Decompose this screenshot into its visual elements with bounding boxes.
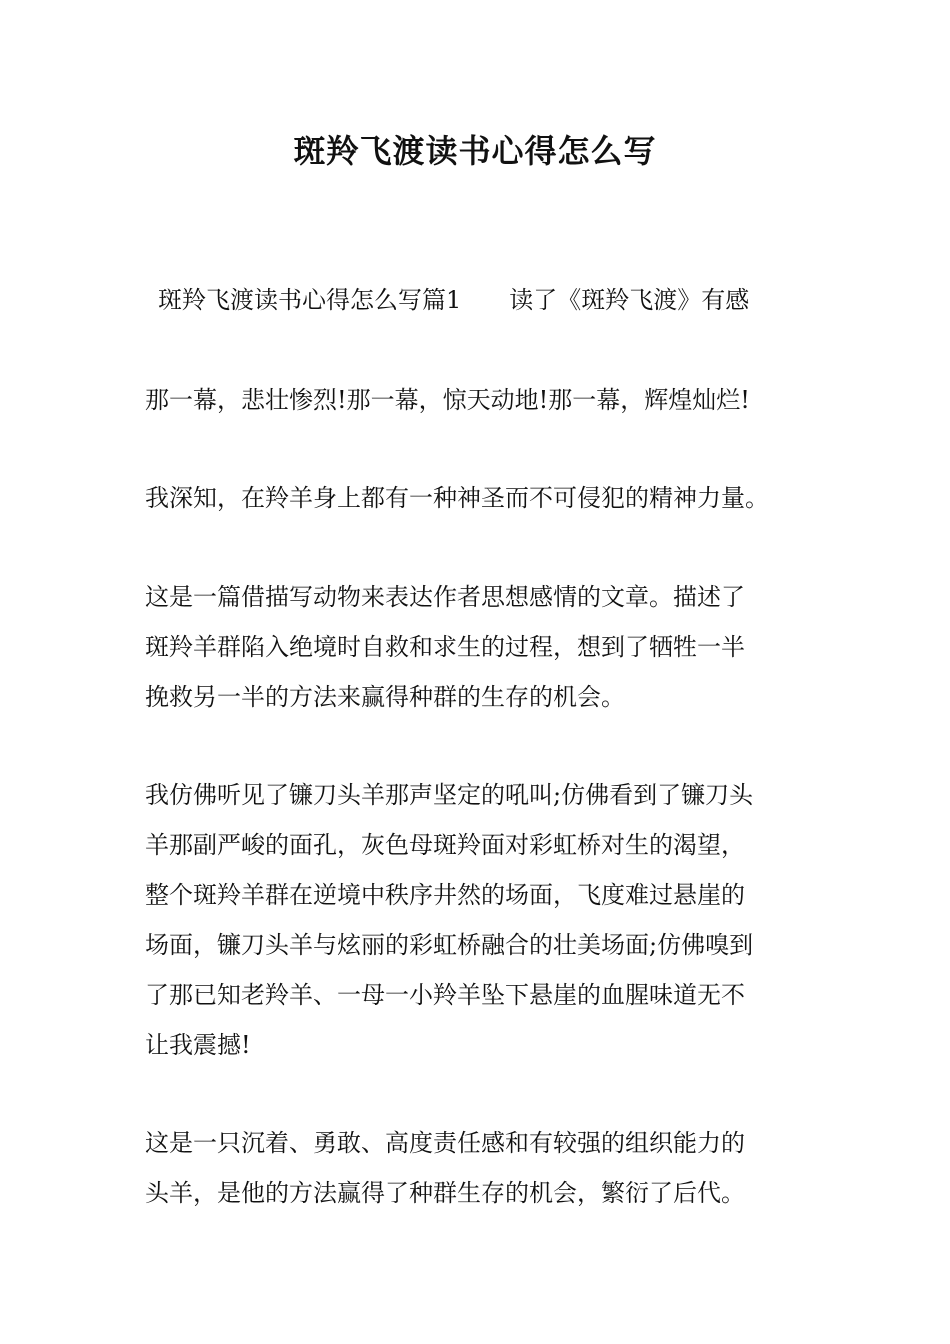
paragraph-line: 场面，镰刀头羊与炫丽的彩虹桥融合的壮美场面;仿佛嗅到 bbox=[145, 931, 754, 959]
document-title: 斑羚飞渡读书心得怎么写 bbox=[293, 132, 657, 170]
paragraph-line: 头羊，是他的方法赢得了种群生存的机会，繁衍了后代。 bbox=[145, 1179, 745, 1207]
paragraph-4 bbox=[145, 770, 815, 1070]
paragraph-line: 这是一只沉着、勇敢、高度责任感和有较强的组织能力的 bbox=[145, 1129, 745, 1157]
paragraph-2 bbox=[145, 473, 815, 523]
paragraph-line: 这是一篇借描写动物来表达作者思想感情的文章。描述了 bbox=[145, 583, 745, 611]
document-subtitle: 斑羚飞渡读书心得怎么写篇1 读了《斑羚飞渡》有感 bbox=[158, 286, 750, 314]
paragraph-line: 我深知，在羚羊身上都有一种神圣而不可侵犯的精神力量。 bbox=[145, 484, 769, 512]
paragraph-line: 挽救另一半的方法来赢得种群的生存的机会。 bbox=[145, 683, 625, 711]
paragraph-line: 让我震撼! bbox=[145, 1031, 251, 1059]
paragraph-line: 了那已知老羚羊、一母一小羚羊坠下悬崖的血腥味道无不 bbox=[145, 981, 745, 1009]
paragraph-line: 整个斑羚羊群在逆境中秩序井然的场面，飞度难过悬崖的 bbox=[145, 881, 745, 909]
paragraph-3 bbox=[145, 572, 815, 722]
paragraph-line: 斑羚羊群陷入绝境时自救和求生的过程，想到了牺牲一半 bbox=[145, 633, 745, 661]
paragraph-1 bbox=[145, 375, 815, 425]
paragraph-line: 那一幕，悲壮惨烈!那一幕，惊天动地!那一幕，辉煌灿烂! bbox=[145, 386, 750, 414]
paragraph-line: 羊那副严峻的面孔，灰色母斑羚面对彩虹桥对生的渴望， bbox=[145, 831, 745, 859]
paragraph-5 bbox=[145, 1118, 815, 1218]
paragraph-line: 我仿佛听见了镰刀头羊那声坚定的吼叫;仿佛看到了镰刀头 bbox=[145, 781, 754, 809]
